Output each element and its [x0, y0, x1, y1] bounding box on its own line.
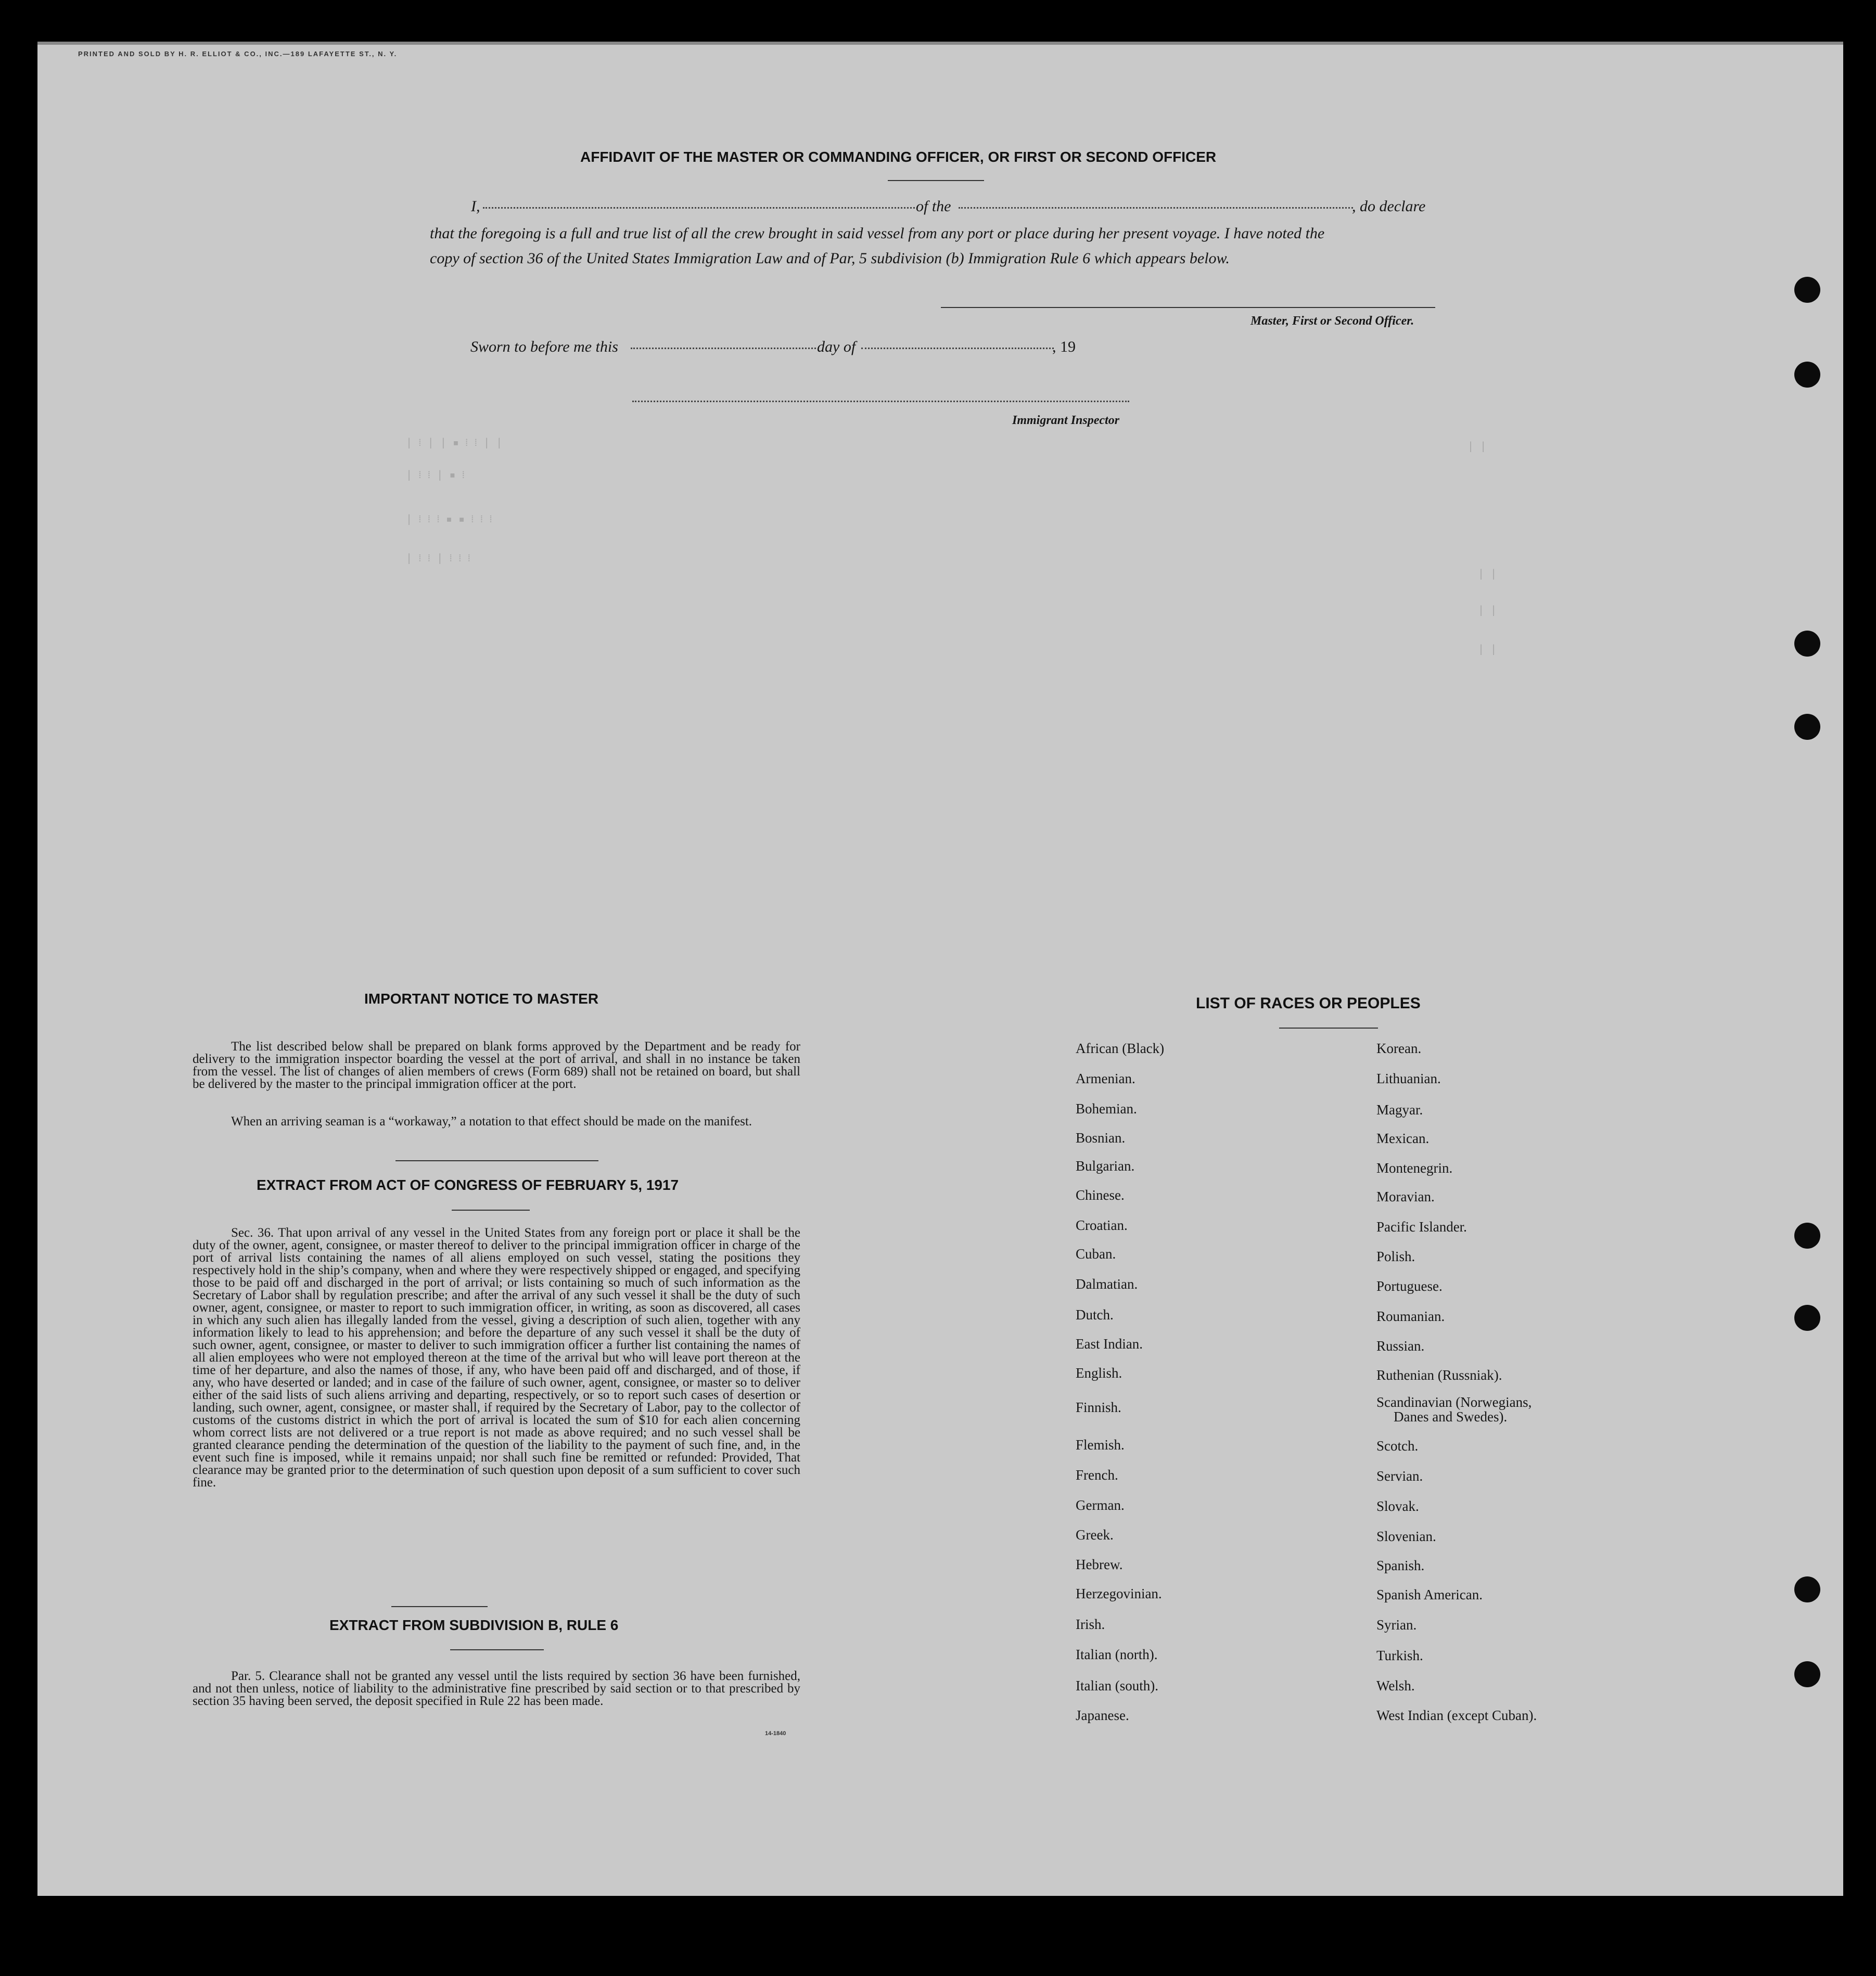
race-item: Spanish. — [1376, 1558, 1425, 1573]
race-item: Bosnian. — [1076, 1130, 1126, 1146]
race-item: Korean. — [1376, 1041, 1422, 1056]
race-item: Moravian. — [1376, 1189, 1435, 1204]
race-item: Danes and Swedes). — [1394, 1409, 1508, 1425]
master-signature-line[interactable] — [941, 307, 1435, 308]
race-item: African (Black) — [1076, 1041, 1165, 1056]
race-item: Italian (north). — [1076, 1647, 1158, 1662]
race-item: Bohemian. — [1076, 1101, 1137, 1117]
race-item: Mexican. — [1376, 1131, 1430, 1146]
race-item: Russian. — [1376, 1338, 1425, 1354]
rule6-top-divider — [391, 1606, 488, 1607]
punch-hole-1 — [1794, 277, 1820, 303]
race-item: Croatian. — [1076, 1217, 1128, 1233]
rule6-title: EXTRACT FROM SUBDIVISION B, RULE 6 — [329, 1617, 619, 1633]
race-item: Slovak. — [1376, 1498, 1419, 1514]
race-item: English. — [1076, 1365, 1122, 1381]
race-item: Flemish. — [1076, 1437, 1125, 1453]
document-page — [37, 42, 1843, 1896]
race-item: Magyar. — [1376, 1102, 1423, 1118]
race-item: Syrian. — [1376, 1617, 1417, 1633]
punch-hole-4 — [1794, 714, 1820, 740]
race-item: Turkish. — [1376, 1648, 1423, 1663]
race-item: Polish. — [1376, 1249, 1415, 1264]
sworn-month-field[interactable] — [861, 348, 1054, 349]
punch-hole-8 — [1794, 1661, 1820, 1687]
race-item: Spanish American. — [1376, 1587, 1483, 1602]
inspector-signature-field[interactable] — [632, 401, 1129, 402]
race-item: Scotch. — [1376, 1438, 1419, 1454]
race-item: Bulgarian. — [1076, 1158, 1135, 1174]
notice-divider — [395, 1160, 598, 1161]
rule6-title-rule — [450, 1649, 544, 1650]
punch-hole-2 — [1794, 362, 1820, 388]
affidavit-line-3: copy of section 36 of the United States Immigration Law and of Par, 5 subdivision (b) Immigration Rule 6 which appears below. — [430, 250, 1230, 267]
declarant-name-field[interactable] — [483, 207, 915, 209]
race-item: Lithuanian. — [1376, 1071, 1441, 1086]
race-item: Pacific Islander. — [1376, 1219, 1467, 1235]
punch-hole-7 — [1794, 1576, 1820, 1602]
races-title-rule — [1279, 1028, 1378, 1029]
punch-hole-3 — [1794, 631, 1820, 657]
year-label: , 19 — [1052, 338, 1076, 355]
act-title-rule — [452, 1210, 530, 1211]
declarant-label: I, — [471, 198, 480, 215]
punch-hole-5 — [1794, 1223, 1820, 1249]
race-item: Armenian. — [1076, 1071, 1135, 1086]
notice-paragraph-1: The list described below shall be prepared on blank forms approved by the Department and be ready for delivery to the immigration inspector boarding the vessel at the port of arrival, and shall in no instance be taken from the vessel. The list of changes of alien members of crews (Form 689) shall not be retained on board, but shall be delivered by the master to the principal immigration officer at the port. — [193, 1040, 800, 1091]
race-item: Montenegrin. — [1376, 1160, 1453, 1176]
master-signature-label: Master, First or Second Officer. — [1250, 314, 1414, 328]
race-item: Slovenian. — [1376, 1529, 1436, 1544]
race-item: Chinese. — [1076, 1187, 1125, 1203]
race-item: Cuban. — [1076, 1246, 1116, 1262]
affidavit-line-2: that the foregoing is a full and true list of all the crew brought in said vessel from any port or place during her present voyage. I have noted the — [430, 225, 1325, 242]
sworn-label: Sworn to before me this — [470, 338, 618, 355]
race-item: Hebrew. — [1076, 1557, 1123, 1572]
race-item: French. — [1076, 1467, 1118, 1483]
notice-title: IMPORTANT NOTICE TO MASTER — [364, 991, 599, 1007]
race-item: Servian. — [1376, 1468, 1423, 1484]
race-item: Roumanian. — [1376, 1308, 1445, 1324]
races-title: LIST OF RACES OR PEOPLES — [1196, 995, 1421, 1012]
affidavit-title: AFFIDAVIT OF THE MASTER OR COMMANDING OFFICER, OR FIRST OR SECOND OFFICER — [580, 149, 1217, 165]
race-item: Ruthenian (Russniak). — [1376, 1367, 1502, 1383]
day-of-label: day of — [817, 338, 856, 355]
race-item: Irish. — [1076, 1616, 1105, 1632]
sworn-day-field[interactable] — [631, 348, 816, 349]
race-item: Japanese. — [1076, 1708, 1129, 1723]
race-item: Finnish. — [1076, 1400, 1121, 1415]
inspector-label: Immigrant Inspector — [1012, 414, 1120, 427]
rule6-paragraph: Par. 5. Clearance shall not be granted any vessel until the lists required by section 36 have been furnished, and not then unless, notice of liability to the administrative fine prescribed by said section or to that prescribed by section 35 having been served, the deposit specified in Rule 22 has been made. — [193, 1669, 800, 1708]
race-item: Welsh. — [1376, 1678, 1415, 1693]
race-item: Dalmatian. — [1076, 1276, 1138, 1292]
race-item: East Indian. — [1076, 1336, 1143, 1352]
of-the-label: of the — [916, 198, 951, 215]
notice-paragraph-2: When an arriving seaman is a “workaway,” a notation to that effect should be made on the manifest. — [231, 1114, 752, 1128]
race-item: Italian (south). — [1076, 1678, 1158, 1693]
race-item: West Indian (except Cuban). — [1376, 1708, 1537, 1723]
race-item: Herzegovinian. — [1076, 1586, 1162, 1601]
affidavit-title-rule — [888, 180, 984, 181]
vessel-name-field[interactable] — [959, 207, 1353, 209]
race-item: Greek. — [1076, 1527, 1114, 1543]
race-item: German. — [1076, 1497, 1125, 1513]
do-declare-label: , do declare — [1352, 198, 1426, 215]
race-item: Portuguese. — [1376, 1278, 1443, 1294]
punch-hole-6 — [1794, 1305, 1820, 1331]
form-number: 14-1840 — [765, 1730, 786, 1737]
race-item: Dutch. — [1076, 1307, 1114, 1323]
race-item: Scandinavian (Norwegians, — [1376, 1394, 1532, 1410]
printer-imprint: PRINTED AND SOLD BY H. R. ELLIOT & CO., INC.—189 LAFAYETTE ST., N. Y. — [78, 50, 398, 58]
act-title: EXTRACT FROM ACT OF CONGRESS OF FEBRUARY 5, 1917 — [257, 1177, 679, 1193]
act-section-36-text: Sec. 36. That upon arrival of any vessel in the United States from any foreign port or place it shall be the duty of the owner, agent, consignee, or master thereof to deliver to the principal immigration officer in charge of the port of arrival lists containing the names of all aliens employed on such vessel, stating the positions they respectively hold in the ship’s company, when and where they were respectively shipped or engaged, and specifying those to be paid off and discharged in the port of arrival; or lists containing so much of such information as the Secretary of Labor shall by regulation prescribe; and after the arrival of any such vessel it shall be the duty of such owner, agent, consignee, or master to report to such immigration officer, in writing, as soon as discovered, all cases in which any such alien has illegally landed from the vessel, giving a description of such alien, together with any information likely to lead to his apprehension; and before the departure of any such vessel it shall be the duty of such owner, agent, consignee, or master to deliver to such immigration officer a further list containing the names of all alien employees who were not employed thereon at the time of the arrival but who will leave port thereon at the time of her departure, and also the names of those, if any, who have been paid off and discharged, and of those, if any, who have deserted or landed; and in case of the failure of such owner, agent, consignee, or master so to deliver either of the said lists of such aliens arriving and departing, respectively, or so to report such cases of desertion or landing, such owner, agent, consignee, or master shall, if required by the Secretary of Labor, pay to the collector of customs of the customs district in which the port of arrival is located the sum of $10 for each alien concerning whom correct lists are not delivered or a true report is not made as above required; and no such vessel shall be granted clearance pending the determination of the question of the liability to the payment of such fine, and, in the event such fine is imposed, while it remains unpaid; nor shall such fine be remitted or refunded: Provided, That clearance may be granted prior to the determination of such question upon deposit of a sum sufficient to cover such fine. — [193, 1226, 800, 1490]
